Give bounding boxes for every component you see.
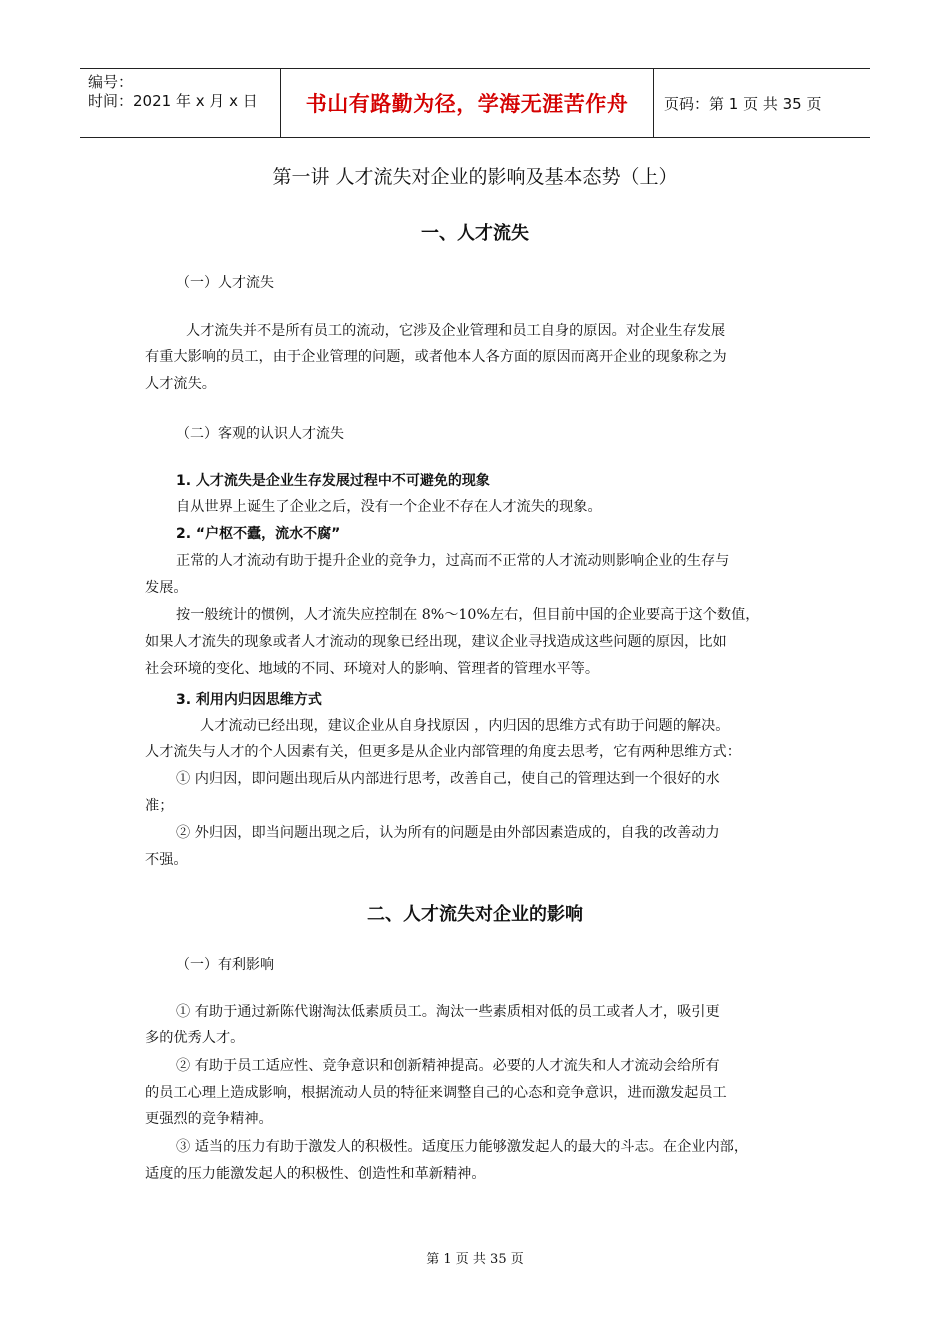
paragraph-line: 有重大影响的员工，由于企业管理的问题，或者他本人各方面的原因而离开企业的现象称之为 bbox=[145, 349, 727, 365]
header-meta-cell bbox=[80, 69, 281, 137]
numbered-heading: 2. “户枢不蠹，流水不腐” bbox=[176, 526, 341, 542]
paragraph-line: ② 外归因，即当问题出现之后，认为所有的问题是由外部因素造成的，自我的改善动力 bbox=[176, 825, 720, 841]
paragraph-line: ① 内归因，即问题出现后从内部进行思考，改善自己，使自己的管理达到一个很好的水 bbox=[176, 771, 720, 787]
paragraph-line: 人才流失。 bbox=[145, 376, 216, 392]
paragraph-line: 正常的人才流动有助于提升企业的竞争力，过高而不正常的人才流动则影响企业的生存与 bbox=[176, 553, 730, 569]
list-item: 适度的压力能激发起人的积极性、创造性和革新精神。 bbox=[145, 1166, 486, 1182]
paragraph-line: 如果人才流失的现象或者人才流动的现象已经出现，建议企业寻找造成这些问题的原因，比如 bbox=[145, 634, 727, 650]
list-item: ② 有助于员工适应性、竞争意识和创新精神提高。必要的人才流失和人才流动会给所有 bbox=[176, 1058, 720, 1074]
paragraph-line: 人才流失与人才的个人因素有关，但更多是从企业内部管理的角度去思考，它有两种思维方式： bbox=[145, 744, 741, 760]
paragraph-line: 发展。 bbox=[145, 580, 188, 596]
paragraph-line: 社会环境的变化、地域的不同、环境对人的影响、管理者的管理水平等。 bbox=[145, 661, 600, 677]
subsection-heading: （二）客观的认识人才流失 bbox=[176, 426, 344, 442]
subsection-heading: （一）人才流失 bbox=[176, 275, 274, 291]
section-heading: 二、人才流失对企业的影响 bbox=[367, 904, 583, 925]
numbered-heading: 3. 利用内归因思维方式 bbox=[176, 692, 322, 708]
paragraph-line: 人才流失并不是所有员工的流动，它涉及企业管理和员工自身的原因。对企业生存发展 bbox=[186, 323, 726, 339]
header-motto: 书山有路勤为径，学海无涯苦作舟 bbox=[281, 69, 654, 137]
paragraph-line: 准； bbox=[145, 798, 174, 814]
section-heading: 一、人才流失 bbox=[421, 223, 529, 244]
paragraph-line: 不强。 bbox=[145, 852, 188, 868]
numbered-heading: 1. 人才流失是企业生存发展过程中不可避免的现象 bbox=[176, 473, 490, 489]
list-item: 多的优秀人才。 bbox=[145, 1030, 245, 1046]
document-number-label: 编号： bbox=[88, 73, 134, 91]
list-item: ① 有助于通过新陈代谢淘汰低素质员工。淘汰一些素质相对低的员工或者人才，吸引更 bbox=[176, 1004, 720, 1020]
paragraph-line: 自从世界上诞生了企业之后，没有一个企业不存在人才流失的现象。 bbox=[176, 499, 602, 515]
subsection-heading: （一）有利影响 bbox=[176, 957, 274, 973]
list-item: 的员工心理上造成影响，根据流动人员的特征来调整自己的心态和竞争意识，进而激发起员工 bbox=[145, 1085, 727, 1101]
page-title: 第一讲 人才流失对企业的影响及基本态势（上） bbox=[272, 166, 678, 188]
page-footer: 第 1 页 共 35 页 bbox=[426, 1252, 524, 1267]
header-page-info: 页码：第 1 页 共 35 页 bbox=[664, 94, 822, 113]
list-item: 更强烈的竞争精神。 bbox=[145, 1111, 273, 1127]
paragraph-line: 人才流动已经出现，建议企业从自身找原因 ，内归因的思维方式有助于问题的解决。 bbox=[200, 718, 730, 734]
document-header bbox=[80, 68, 870, 138]
document-date-label: 时间：2021 年 x 月 x 日 bbox=[88, 92, 258, 110]
list-item: ③ 适当的压力有助于激发人的积极性。适度压力能够激发起人的最大的斗志。在企业内部， bbox=[176, 1139, 749, 1155]
paragraph-line: 按一般统计的惯例，人才流失应控制在 8%～10%左右，但目前中国的企业要高于这个数值， bbox=[176, 607, 760, 623]
